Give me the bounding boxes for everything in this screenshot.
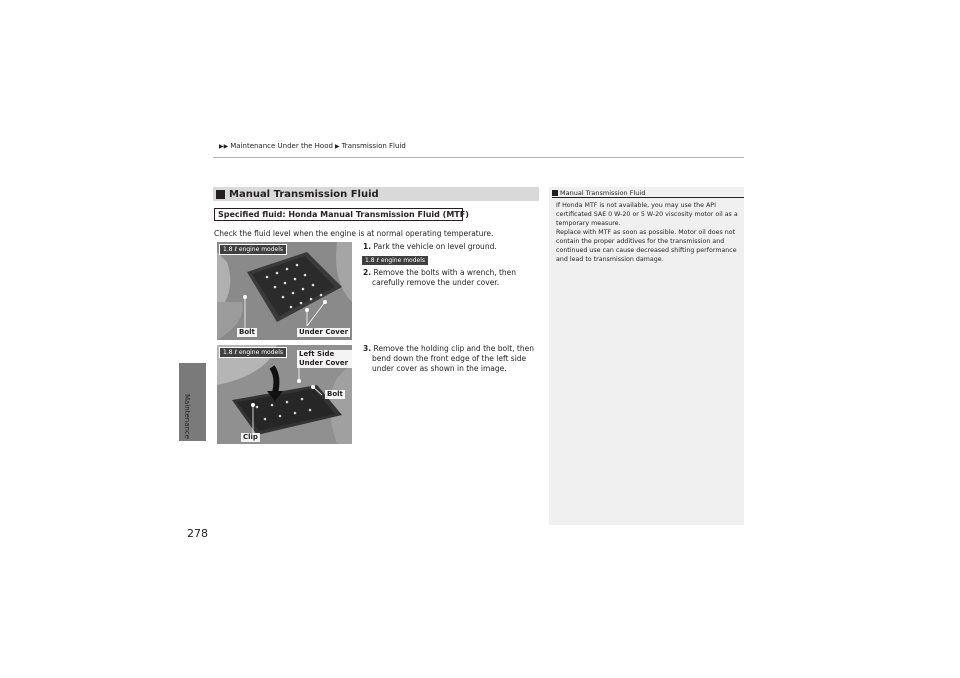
note-paragraph-2: Replace with MTF as soon as possible. Motor oil does not contain the proper additives for the transmission and continued use can cause decreased shifting performance and lead to transmission damage.: [556, 229, 737, 263]
breadcrumb: [219, 142, 406, 150]
note-icon: [552, 190, 558, 196]
photo-label-bolt: Bolt: [327, 390, 343, 398]
intro-text: Check the fluid level when the engine is at normal operating temperature.: [214, 229, 494, 238]
section-title: Manual Transmission Fluid: [229, 188, 379, 200]
note-header: [552, 189, 645, 197]
under-cover-photo: [217, 242, 352, 340]
note-title: Manual Transmission Fluid: [560, 189, 646, 197]
step-text-line-1: Remove the bolts with a wrench, then: [373, 268, 517, 277]
page-number: 278: [187, 527, 208, 540]
under-cover-illustration: [217, 242, 352, 340]
note-body: [556, 201, 742, 264]
step-number: 3.: [363, 344, 372, 353]
step-text-line-2: bend down the front edge of the left side: [372, 354, 527, 363]
photo-label-left-side-cover: Left Side Under Cover: [297, 350, 352, 368]
note-rule: [552, 197, 744, 198]
breadcrumb-arrow-icon: ▶▶: [219, 142, 229, 150]
step-1: [363, 242, 497, 252]
photo-label-bolt: Bolt: [239, 328, 255, 336]
step-text-line-1: Remove the holding clip and the bolt, then: [373, 344, 534, 353]
step-number: 1.: [363, 242, 372, 251]
photo-label-clip: Clip: [243, 433, 258, 441]
breadcrumb-item-maintenance-under-hood[interactable]: Maintenance Under the Hood: [230, 142, 333, 150]
step-number: 2.: [363, 268, 372, 277]
header-rule: [213, 157, 744, 158]
left-side-cover-photo: [217, 345, 352, 444]
engine-badge: 1.8 ℓ engine models: [362, 256, 428, 265]
photo-label-under-cover: Under Cover: [299, 328, 349, 336]
chapter-tab-label: Maintenance: [183, 394, 191, 440]
photo-engine-tag: 1.8 ℓ engine models: [219, 244, 287, 255]
note-paragraph-1: If Honda MTF is not available, you may use the API certificated SAE 0 W-20 or 5 W-20 viscosity motor oil as a temporary measure.: [556, 202, 738, 227]
step-text-line-3: under cover as shown in the image.: [372, 364, 507, 373]
step-text-line-2: carefully remove the under cover.: [372, 278, 500, 287]
step-text: Park the vehicle on level ground.: [373, 242, 497, 251]
breadcrumb-arrow-icon: ▶: [334, 142, 340, 150]
step-3: [363, 344, 543, 374]
photo-engine-tag: 1.8 ℓ engine models: [219, 347, 287, 358]
section-square-icon: [216, 190, 225, 199]
section-header: [213, 187, 539, 201]
step-2: [363, 268, 543, 288]
breadcrumb-item-transmission-fluid[interactable]: Transmission Fluid: [341, 142, 406, 150]
spec-box: Specified fluid: Honda Manual Transmission Fluid (MTF): [214, 208, 463, 221]
